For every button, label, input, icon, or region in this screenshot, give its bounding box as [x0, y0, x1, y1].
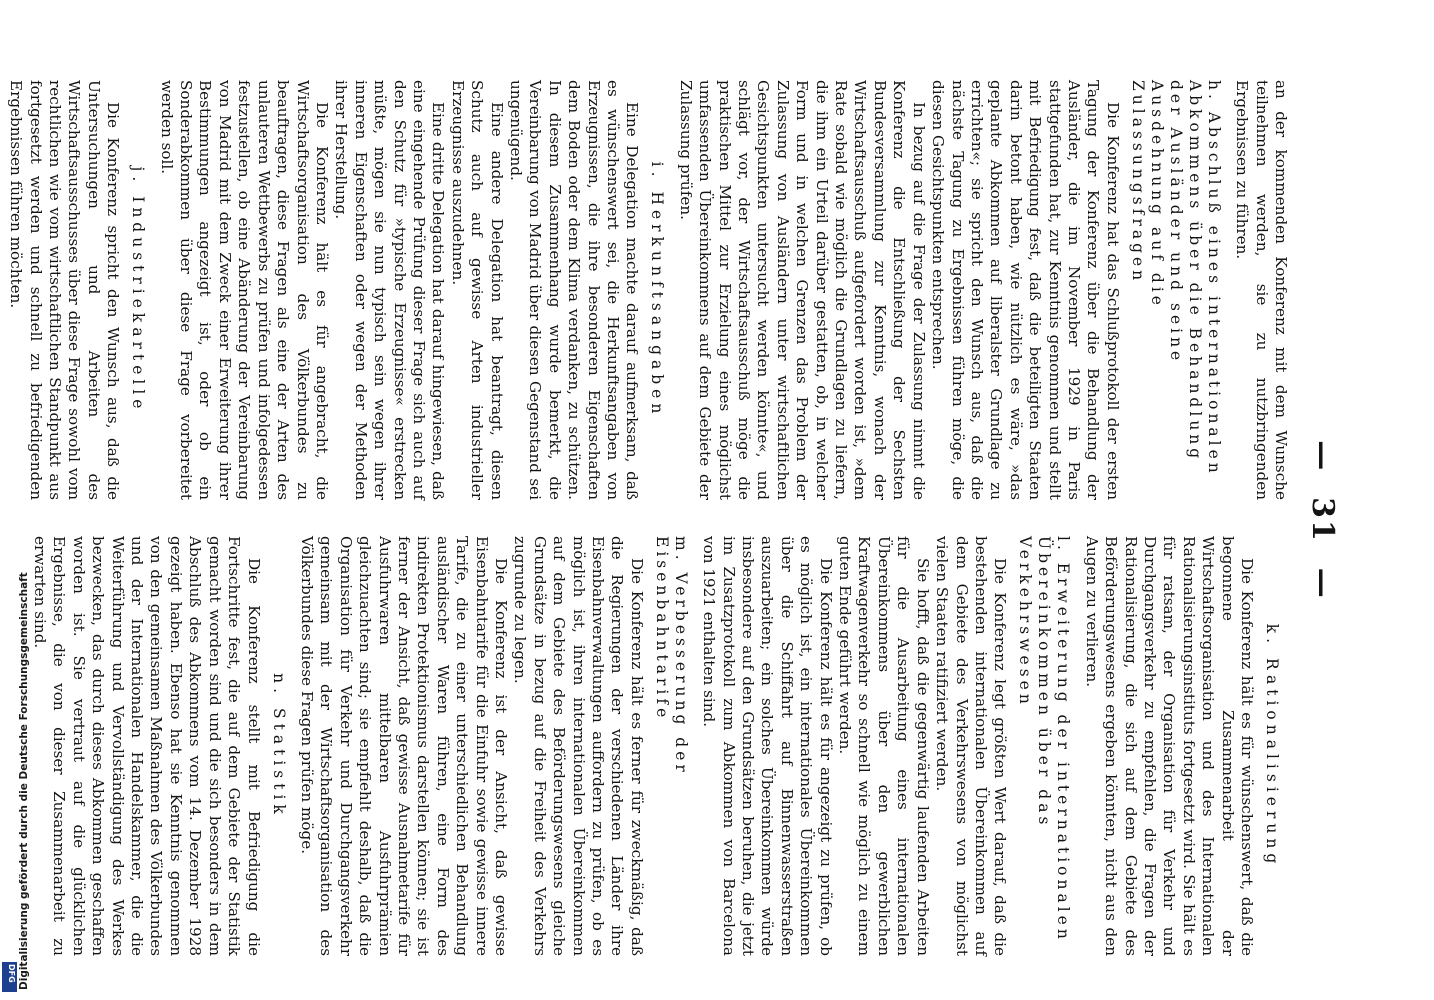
paragraph: Eine Delegation machte darauf aufmerksam, daß es wünschenswert sei, die Herkunftsangaben von Erzeugnissen, die ihre besonderen Eigenschaften dem Boden oder dem Klima verdanken, zu schützen. In diesem Zusammenhang wurde bemerkt, die Vereinbarung von Madrid über diesen Gegenstand sei ungenügend. — [507, 80, 642, 500]
section-heading-m: m. Verbesserung der Eisenbahntarife — [652, 536, 690, 776]
paragraph: In bezug auf die Frage der Zulassung nimmt die Konferenz die Entschließung der Sechsten Bundesversammlung zur Kenntnis, wonach der Wirtschaftsausschuß aufgefordert worden ist, »dem Rate sobald wie möglich die Grundlagen zu liefern, die ihm ein Urteil darüber gestatten, ob, in welcher Form und in welchen Grenzen das Problem der Zulassung von Ausländern unter wirtschaftlichen Gesichtspunkten untersucht werden könnte«, und schlägt vor, der Wirtschaftsausschuß möge die praktischen Mittel zur Erzielung eines möglichst umfassenden Übereinkommens auf dem Gebiete der Zulassung prüfen. — [676, 80, 928, 500]
paragraph: Sie hofft, daß die gegenwärtig laufenden Arbeiten für die Ausarbeitung eines internationalen Übereinkommens über den gewerblichen Kraftwagenverkehr so schnell wie möglich zu einem guten Ende geführt werden. — [836, 536, 932, 956]
paragraph: Die Konferenz stellt mit Befriedigung die Fortschritte fest, die auf dem Gebiete der Statistik gemacht worden sind und die sich besonders in dem Abschluß des Abkommens vom 14. Dezember 1928 gezeigt haben. Ebenso hat sie Kenntnis genommen von den gemeinsamen Maßnahmen des Völkerbundes und der Internationalen Handelskammer, die die Weiterführung und Vervollständigung des Werkes bezwecken, das durch dieses Abkommen geschaffen worden ist. Sie vertraut auf die glücklichen Ergebnisse, die von dieser Zusammenarbeit zu erwarten sind. — [31, 536, 263, 956]
page-header — [1300, 80, 1340, 960]
section-heading-k: k. Rationalisierung — [1263, 623, 1281, 869]
section-heading-n: n. Statistik — [269, 673, 288, 819]
paragraph: Die Konferenz hält es für angezeigt zu prüfen, ob es möglich ist, ein internationales Übereinkommen über die Schiffahrt auf Binnenwasserstraßen auszuarbeiten; ein solches Übereinkommen würde insbesondere auf den Grundsätzen beruhen, die jetzt im Zusatzprotokoll zum Abkommen von Barcelona von 1921 enthalten sind. — [700, 536, 835, 956]
intro-paragraph: an der kommenden Konferenz mit dem Wunsche teilnehmen werden, sie zu nutzbringenden Ergebnissen zu führen. — [1233, 80, 1290, 500]
paragraph: Eine dritte Delegation hat darauf hingewiesen, daß eine eingehende Prüfung dieser Frage sich auch auf den Schutz für »typische Erzeugnisse« erstrecken müßte, mögen sie nun typisch sein wegen ihrer inneren Eigenschaften oder wegen der Methoden ihrer Herstellung. — [332, 80, 448, 500]
dfg-logo-text: DFG — [7, 964, 16, 983]
paragraph: Die Konferenz hält es für wünschenswert, daß die begonnene Zusammenarbeit der Wirtschaftsorganisation und des Internationalen Rationalisierungsinstituts fortgesetzt wird. Sie hält es für ratsam, der Organisation für Verkehr und Durchgangsverkehr zu empfehlen, die Fragen der Rationalisierung, die sich auf dem Gebiete des Beförderungswesens ergeben könnten, nicht aus den Augen zu verlieren. — [1082, 536, 1256, 956]
paragraph: Die Konferenz spricht den Wunsch aus, daß die Untersuchungen und Arbeiten des Wirtschaftsausschusses über diese Frage sowohl vom rechtlichen wie vom wirtschaftlichen Standpunkt aus fortgesetzt werden und schnell zu befriedigenden Ergebnissen führen möchten. — [7, 80, 123, 500]
section-heading-j: j. Industriekartelle — [129, 166, 148, 414]
paragraph: Die Konferenz ist der Ansicht, daß gewisse Eisenbahntarife für die Einfuhr sowie gewisse innere Tarife, die zu einer unterschiedlichen Behandlung ausländischer Waren führen, eine Form des indirekten Protektionismus darstellen können; sie ist ferner der Ansicht, daß gewisse Ausnahmetarife für Ausfuhrwaren mittelbaren Ausfuhrprämien gleichzuachten sind; sie empfiehlt deshalb, daß die Organisation für Verkehr und Durchgangsverkehr gemeinsam mit der Wirtschaftsorganisation des Völkerbundes diese Fragen prüfen möge. — [297, 536, 510, 956]
paragraph: Die Konferenz legt größten Wert darauf, daß die bestehenden internationalen Übereinkommen auf dem Gebiete des Verkehrswesens von möglichst vielen Staaten ratifiziert werden. — [933, 536, 1010, 956]
section-heading-h: h. Abschluß eines internationalen Abkommens über die Behandlung der Ausländer und seine Ausdehnung auf die Zulassungsfragen — [1128, 80, 1223, 477]
left-column — [6, 80, 1290, 500]
paragraph: Die Konferenz hält es für angebracht, die Wirtschaftsorganisation des Völkerbundes zu beauftragen, diese Fragen als eine der Arten des unlauteren Wettbewerbs zu prüfen und infolgedessen festzustellen, ob eine Abänderung der Vereinbarung von Madrid mit dem Zweck einer Erweiterung ihrer Bestimmungen angezeigt ist, oder ob ein Sonderabkommen über diese Frage vorbereitet werden soll. — [157, 80, 331, 500]
digitization-note-text: Digitalisierung gefördert durch die Deutsche Forschungsgemeinschaft — [18, 572, 30, 990]
section-heading-i: i. Herkunftsangaben — [648, 161, 667, 419]
page-number: 31 — [1305, 497, 1340, 543]
right-column — [30, 536, 1290, 956]
dfg-logo-icon — [2, 962, 17, 992]
section-heading-l: l. Erweiterung der internationalen Übereinkommen über das Verkehrswesen — [1016, 536, 1073, 943]
paragraph: Eine andere Delegation hat beantragt, diesen Schutz auch auf gewisse Arten industrieller Erzeugnisse auszudehnen. — [448, 80, 506, 500]
page-dash-right: — — [1305, 567, 1340, 600]
paragraph: Die Konferenz hält es ferner für zweckmäßig, daß die Regierungen der verschiedenen Länder ihre Eisenbahnverwaltungen auffordern zu prüfen, ob es möglich ist, ihren internationalen Übereinkommen auf dem Gebiete des Beförderungswesens gleiche Grundsätze in bezug auf die Freiheit des Verkehrs zugrunde zu legen. — [511, 536, 646, 956]
page-dash-left: — — [1305, 440, 1340, 473]
paragraph: Die Konferenz hat das Schlußprotokoll der ersten Tagung der Konferenz über die Behandlung der Ausländer, die im November 1929 in Paris stattgefunden hat, zur Kenntnis genommen und stellt mit Befriedigung fest, daß die beteiligten Staaten darin betont haben, wie nützlich es wäre, »das geplante Abkommen auf liberalster Grundlage zu errichten«; sie spricht den Wunsch aus, daß die nächste Tagung zu Ergebnissen führen möge, die diesen Gesichtspunkten entsprechen. — [929, 80, 1122, 500]
